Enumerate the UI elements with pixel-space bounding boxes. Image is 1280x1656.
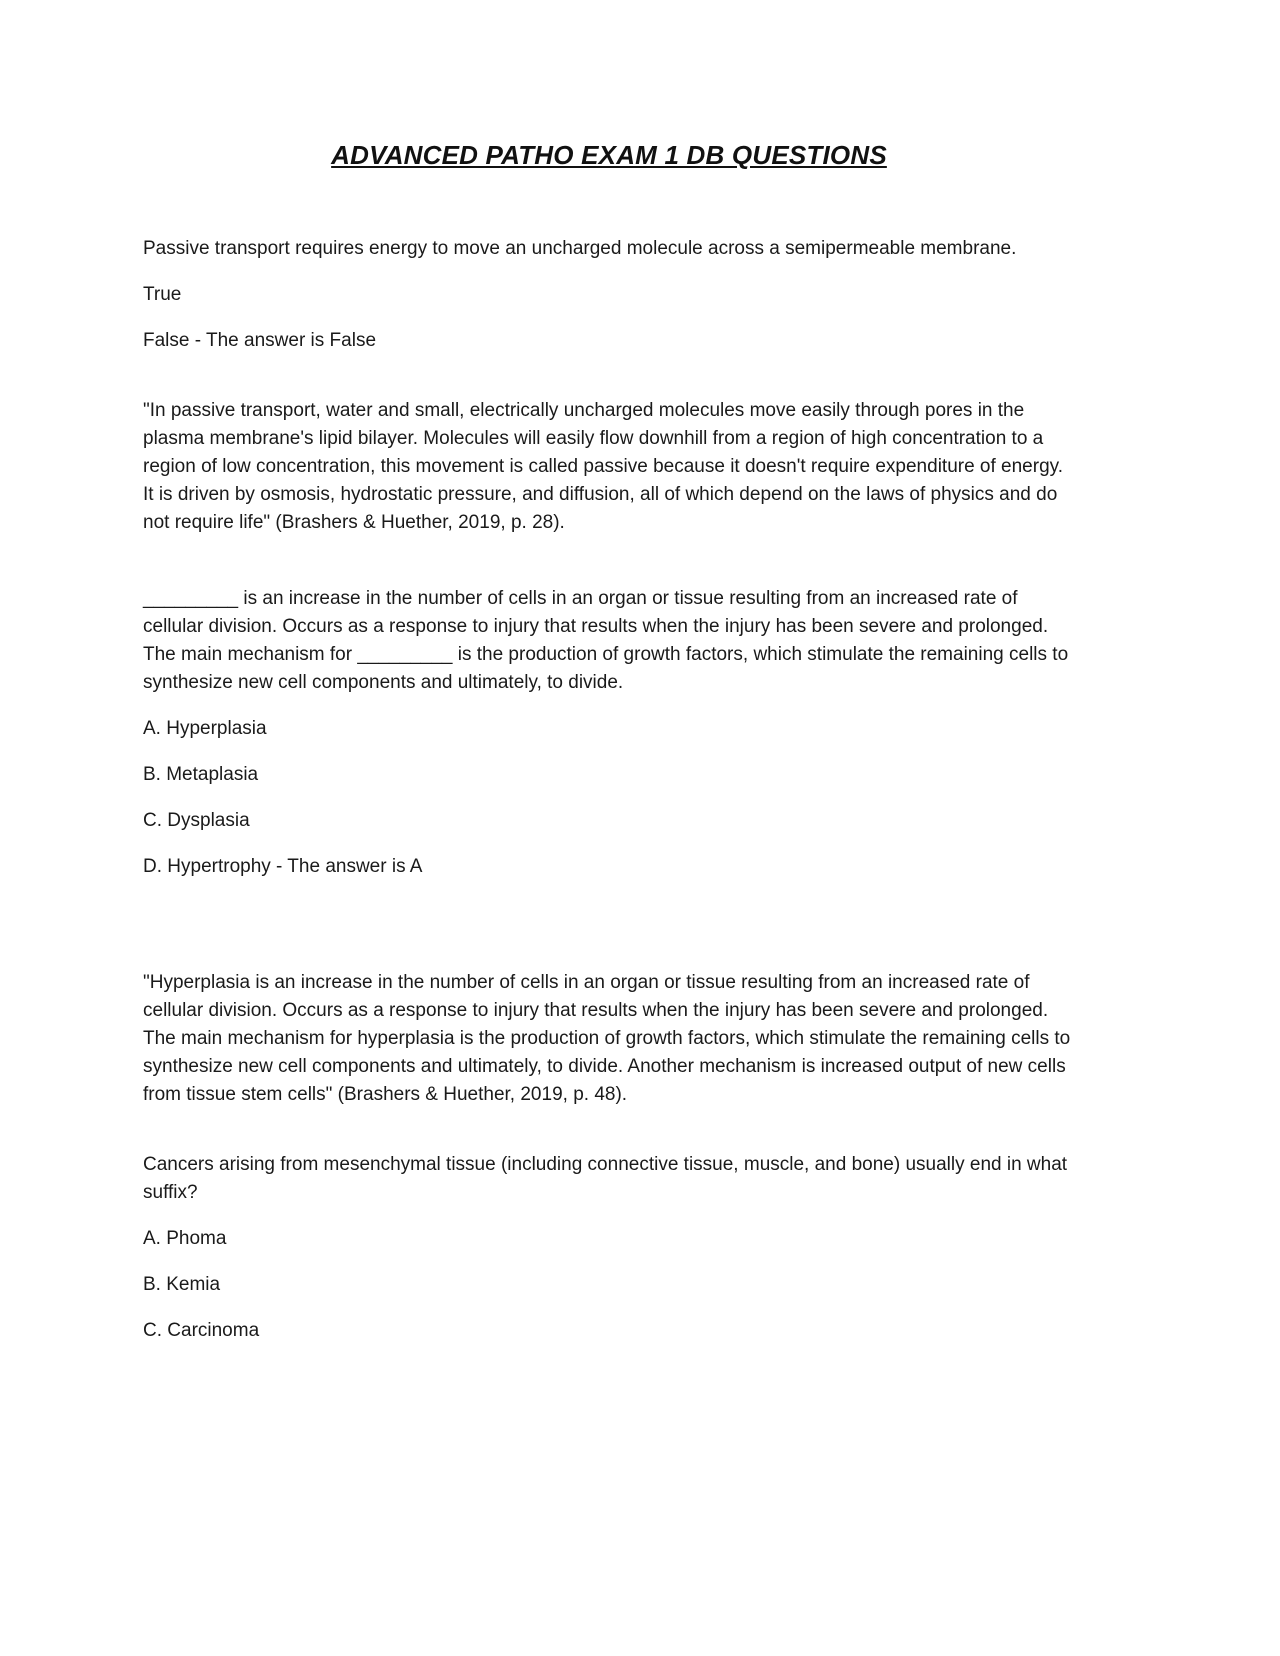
- question-3-option-b: B. Kemia: [143, 1274, 221, 1295]
- question-2-rationale-quote: "Hyperplasia is an increase in the number of cells in an organ or tissue resulting from an increased rate of cellular division. Occurs as a response to injury that results when the injury has been severe and prolonged. The main mechanism for hyperplasia is the production of growth factors, which stimulate the remaining cells to synthesize new cell components and ultimately, to divide. Another mechanism is increased output of new cells from tissue stem cells" (Brashers & Huether, 2019, p. 48).: [143, 972, 1071, 1105]
- question-2-option-a: A. Hyperplasia: [143, 718, 267, 739]
- question-2-text: _________ is an increase in the number of cells in an organ or tissue resulting from an increased rate of cellular division. Occurs as a response to injury that results when the injury has been severe and prolonged. The main mechanism for _________ is the production of growth factors, which stimulate the remaining cells to synthesize new cell components and ultimately, to divide.: [143, 588, 1069, 693]
- question-1-rationale-quote: "In passive transport, water and small, electrically uncharged molecules move easily through pores in the plasma membrane's lipid bilayer. Molecules will easily flow downhill from a region of high concentration to a region of low concentration, this movement is called passive because it doesn't require expenditure of energy. It is driven by osmosis, hydrostatic pressure, and diffusion, all of which depend on the laws of physics and do not require life" (Brashers & Huether, 2019, p. 28).: [143, 400, 1064, 533]
- question-3-option-a: A. Phoma: [143, 1228, 227, 1249]
- question-1-option-false-answer: False - The answer is False: [143, 330, 377, 351]
- question-1-option-true: True: [143, 284, 182, 305]
- question-3-option-c: C. Carcinoma: [143, 1320, 260, 1341]
- question-2-option-d-answer: D. Hypertrophy - The answer is A: [143, 856, 423, 877]
- document-title: ADVANCED PATHO EXAM 1 DB QUESTIONS: [331, 140, 887, 170]
- question-2-option-b: B. Metaplasia: [143, 764, 259, 785]
- question-3-text: Cancers arising from mesenchymal tissue (including connective tissue, muscle, and bone) usually end in what suffix?: [143, 1154, 1068, 1203]
- question-1-text: Passive transport requires energy to move an uncharged molecule across a semipermeable membrane.: [143, 238, 1017, 259]
- question-2-option-c: C. Dysplasia: [143, 810, 250, 831]
